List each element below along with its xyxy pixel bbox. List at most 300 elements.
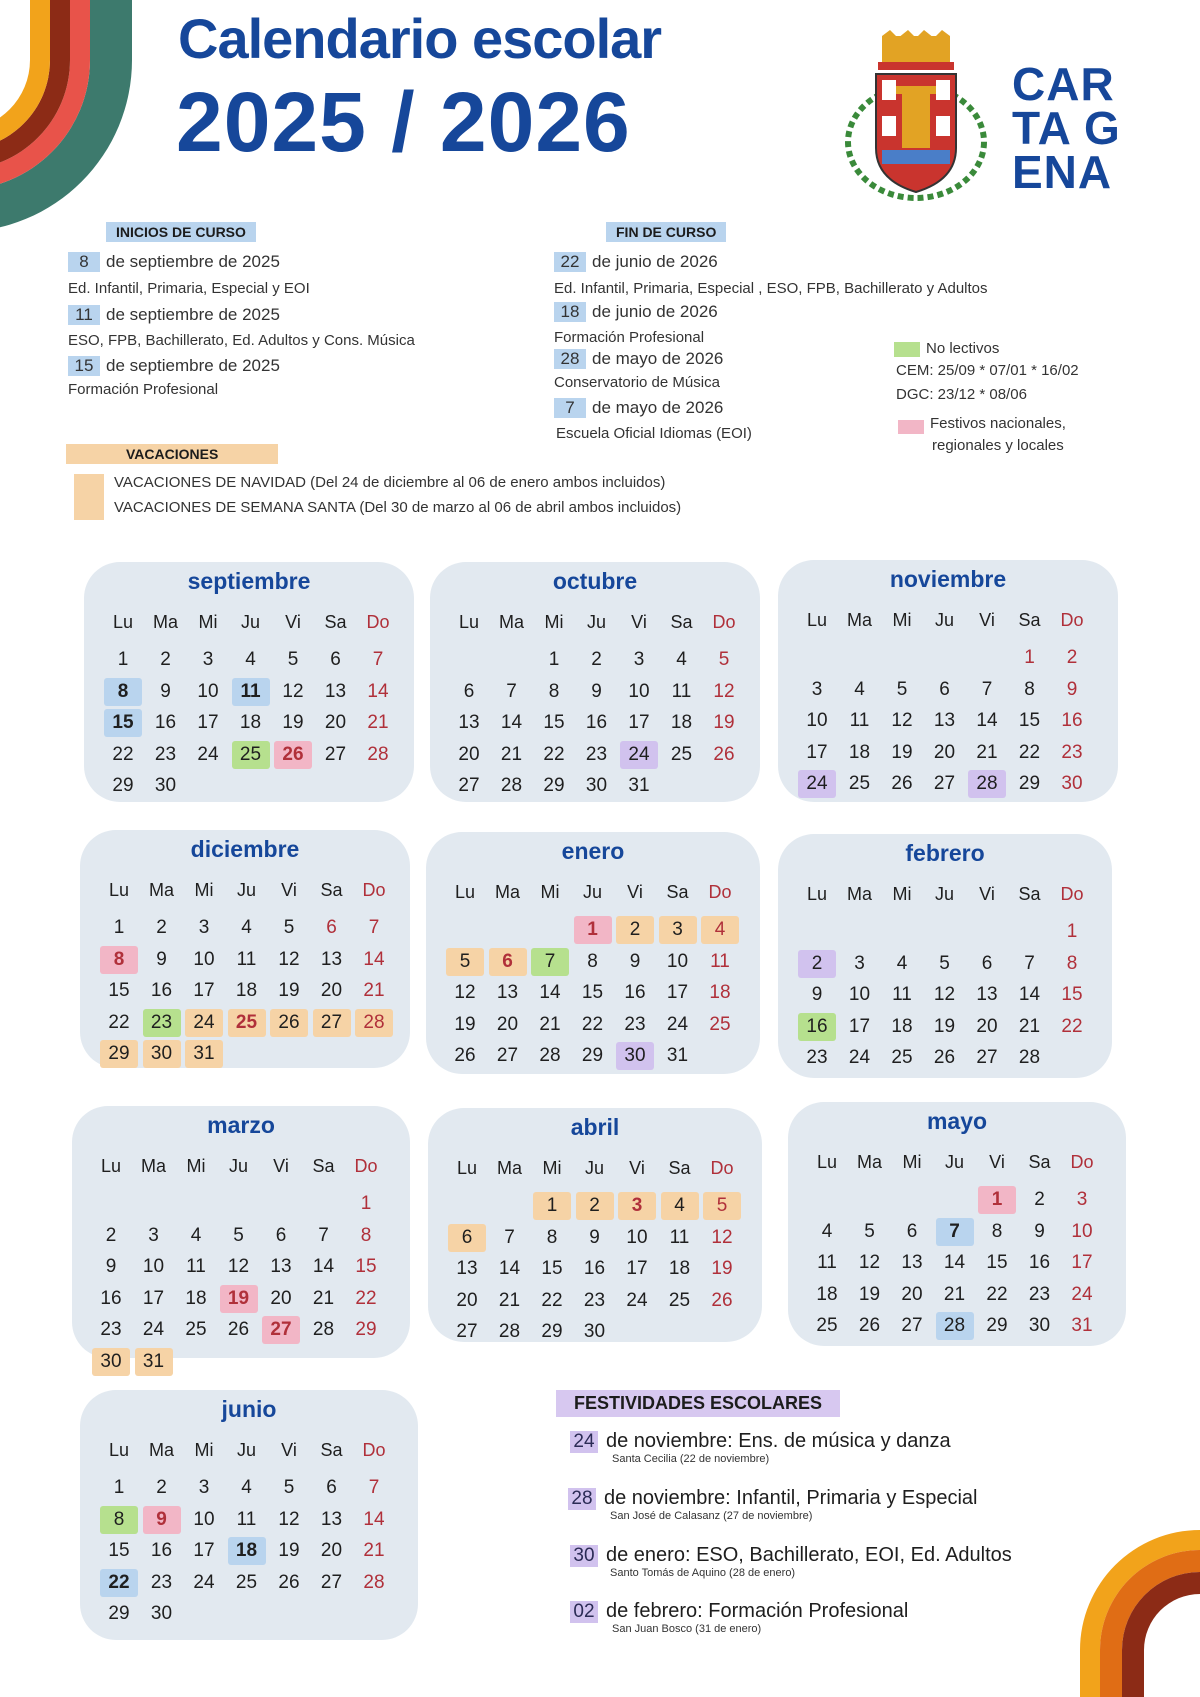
day-cell: 4 <box>241 917 252 938</box>
vacaciones-semana-santa: VACACIONES DE SEMANA SANTA (Del 30 de marzo al 06 de abril ambos incluidos) <box>114 499 682 516</box>
weekday-header: Vi <box>273 1156 289 1176</box>
day-cell: 30 <box>583 1321 606 1342</box>
day-cell: 4 <box>676 649 687 670</box>
month-name: enero <box>561 838 625 864</box>
day-cell: 18 <box>816 1283 838 1305</box>
day-cell: 12 <box>227 1256 250 1277</box>
logo-line-1: CAR <box>1012 58 1115 110</box>
day-cell: 2 <box>156 917 167 938</box>
day-cell: 5 <box>283 1477 295 1498</box>
day-cell: 26 <box>711 1289 733 1311</box>
day-cell: 10 <box>848 984 871 1005</box>
month-name: junio <box>221 1396 277 1422</box>
weekday-header: Mi <box>892 610 912 630</box>
day-cell: 30 <box>1061 773 1083 794</box>
day-cell: 23 <box>100 1319 122 1340</box>
festividad-item-2 <box>568 1487 978 1522</box>
day-cell: 19 <box>282 712 304 733</box>
day-cell: 23 <box>806 1047 828 1068</box>
day-cell: 17 <box>197 712 219 733</box>
day-cell: 12 <box>711 1226 733 1248</box>
day-cell: 20 <box>320 980 343 1001</box>
weekday-header: Lu <box>112 612 134 632</box>
day-cell: 4 <box>896 952 908 974</box>
day-cell: 15 <box>541 1258 563 1279</box>
day-cell: 20 <box>456 1289 478 1311</box>
inicio-day: 11 <box>68 305 100 325</box>
day-cell: 21 <box>363 1540 385 1561</box>
day-cell: 29 <box>100 1040 138 1068</box>
day-cell: 10 <box>142 1256 165 1277</box>
day-cell: 3 <box>618 1192 656 1220</box>
day-cell: 1 <box>117 649 129 670</box>
day-cell: 26 <box>933 1047 956 1068</box>
day-cell: 24 <box>666 1013 689 1035</box>
day-cell: 9 <box>589 1226 600 1248</box>
fin-day: 22 <box>554 252 586 272</box>
day-cell: 16 <box>1028 1252 1051 1273</box>
fin-desc: Formación Profesional <box>554 329 705 346</box>
day-cell: 26 <box>227 1319 250 1340</box>
day-cell: 5 <box>703 1192 741 1220</box>
day-cell: 18 <box>185 1287 207 1309</box>
day-cell: 16 <box>624 982 646 1003</box>
weekday-header: Ju <box>586 612 606 632</box>
day-cell: 26 <box>278 1571 300 1593</box>
day-cell: 11 <box>232 678 270 706</box>
day-cell: 11 <box>817 1252 837 1273</box>
day-cell: 8 <box>104 678 142 706</box>
day-cell: 1 <box>360 1193 372 1214</box>
day-cell: 27 <box>320 1571 343 1593</box>
day-cell: 17 <box>1071 1252 1093 1273</box>
day-cell: 13 <box>901 1252 923 1273</box>
inicio-desc: Formación Profesional <box>68 381 219 398</box>
day-cell: 13 <box>324 680 347 702</box>
weekday-header: Ma <box>856 1152 882 1172</box>
day-cell: 1 <box>574 916 612 944</box>
day-cell: 25 <box>848 773 871 794</box>
festividad-text: de enero: ESO, Bachillerato, EOI, Ed. Adultos <box>606 1544 1012 1566</box>
legend-no-lectivos: No lectivos <box>926 340 1000 357</box>
weekday-header: Sa <box>1028 1152 1051 1172</box>
day-cell: 10 <box>193 1508 215 1530</box>
day-cell: 18 <box>228 1537 266 1565</box>
legend-festivos-2: regionales y locales <box>932 437 1064 454</box>
festividad-day: 24 <box>570 1431 598 1453</box>
inicio-desc: Ed. Infantil, Primaria, Especial y EOI <box>68 280 310 297</box>
weekday-header: Lu <box>108 880 130 900</box>
day-cell: 31 <box>666 1045 689 1066</box>
month-name: marzo <box>207 1112 275 1138</box>
day-cell: 7 <box>504 1226 515 1248</box>
festividad-day: 28 <box>568 1488 596 1510</box>
legend-festivos-1: Festivos nacionales, <box>930 415 1066 432</box>
day-cell: 28 <box>500 775 523 796</box>
month-card-septiembre <box>84 562 414 802</box>
day-cell: 15 <box>108 980 130 1001</box>
weekday-header: Ma <box>846 884 872 904</box>
day-cell: 13 <box>458 712 480 733</box>
day-cell: 23 <box>583 1289 606 1311</box>
day-cell: 29 <box>581 1045 604 1066</box>
day-cell: 17 <box>806 741 828 763</box>
day-cell: 8 <box>100 946 138 974</box>
day-cell: 7 <box>531 948 569 976</box>
day-cell: 24 <box>185 1009 223 1037</box>
weekday-header: Lu <box>454 882 476 902</box>
weekday-header: Lu <box>108 1440 130 1460</box>
fin-desc: Escuela Oficial Idiomas (EOI) <box>556 425 752 442</box>
day-cell: 17 <box>626 1258 648 1279</box>
day-cell: 9 <box>629 950 641 972</box>
month-name: septiembre <box>187 568 311 594</box>
day-cell: 28 <box>312 1319 335 1340</box>
inicio-day: 8 <box>68 252 100 272</box>
weekday-header: Ma <box>148 1440 174 1460</box>
day-cell: 27 <box>262 1316 300 1344</box>
weekday-header: Mi <box>540 882 560 902</box>
day-cell: 4 <box>821 1220 833 1242</box>
inicios-label: INICIOS DE CURSO <box>106 222 256 242</box>
day-cell: 11 <box>710 950 730 972</box>
day-cell: 12 <box>891 710 913 731</box>
weekday-header: Vi <box>285 612 301 632</box>
day-cell: 6 <box>326 917 337 938</box>
day-cell: 27 <box>324 743 347 765</box>
day-cell: 3 <box>148 1224 159 1246</box>
day-cell: 8 <box>360 1224 372 1246</box>
day-cell: 1 <box>978 1186 1016 1214</box>
day-cell: 4 <box>854 678 865 700</box>
day-cell: 12 <box>282 680 304 702</box>
day-cell: 25 <box>232 741 270 769</box>
festividad-sub: San Juan Bosco (31 de enero) <box>612 1623 762 1635</box>
day-cell: 6 <box>326 1477 337 1498</box>
weekday-header: Mi <box>198 612 218 632</box>
day-cell: 1 <box>548 649 560 670</box>
day-cell: 24 <box>620 741 658 769</box>
day-cell: 29 <box>355 1319 377 1340</box>
day-cell: 11 <box>186 1256 206 1277</box>
weekday-header: Lu <box>806 610 828 630</box>
day-cell: 6 <box>463 680 475 702</box>
day-cell: 8 <box>1066 952 1078 974</box>
day-cell: 11 <box>849 710 870 731</box>
day-cell: 24 <box>1071 1283 1093 1305</box>
day-cell: 10 <box>628 680 650 702</box>
weekday-header: Do <box>710 1158 734 1178</box>
weekday-header: Ma <box>498 612 524 632</box>
day-cell: 18 <box>848 741 871 763</box>
weekday-header: Sa <box>668 1158 691 1178</box>
inicio-date: de septiembre de 2025 <box>106 305 280 324</box>
weekday-header: Mi <box>542 1158 562 1178</box>
day-cell: 21 <box>976 741 998 763</box>
weekday-header: Vi <box>979 884 995 904</box>
day-cell: 1 <box>1024 647 1035 668</box>
day-cell: 9 <box>1034 1220 1045 1242</box>
day-cell: 2 <box>156 1477 167 1498</box>
day-cell: 13 <box>456 1258 478 1279</box>
weekday-header: Ma <box>152 612 178 632</box>
day-cell: 19 <box>278 980 300 1001</box>
day-cell: 6 <box>939 678 950 700</box>
day-cell: 27 <box>458 775 480 796</box>
day-cell: 10 <box>1071 1220 1093 1242</box>
day-cell: 7 <box>936 1218 974 1246</box>
weekday-header: Vi <box>281 880 297 900</box>
day-cell: 4 <box>190 1224 202 1246</box>
day-cell: 7 <box>1024 952 1035 974</box>
weekday-header: Vi <box>281 1440 297 1460</box>
day-cell: 1 <box>113 1477 125 1498</box>
day-cell: 9 <box>156 948 167 970</box>
day-cell: 24 <box>848 1047 871 1068</box>
weekday-header: Vi <box>627 882 643 902</box>
vacaciones-navidad: VACACIONES DE NAVIDAD (Del 24 de diciembre al 06 de enero ambos incluidos) <box>114 474 666 491</box>
weekday-header: Ju <box>240 612 260 632</box>
day-cell: 16 <box>150 980 173 1001</box>
day-cell: 15 <box>355 1256 377 1277</box>
day-cell: 17 <box>848 1015 871 1037</box>
month-name: noviembre <box>889 566 1007 592</box>
weekday-header: Sa <box>324 612 347 632</box>
pink-swatch <box>898 420 924 434</box>
day-cell: 22 <box>1061 1015 1083 1037</box>
day-cell: 4 <box>661 1192 699 1220</box>
day-cell: 19 <box>891 741 913 763</box>
day-cell: 28 <box>363 1571 385 1593</box>
day-cell: 22 <box>100 1569 138 1597</box>
day-cell: 28 <box>539 1045 561 1066</box>
day-cell: 20 <box>496 1013 519 1035</box>
day-cell: 5 <box>864 1220 875 1242</box>
day-cell: 20 <box>458 743 480 765</box>
month-name: mayo <box>926 1108 988 1134</box>
day-cell: 11 <box>892 984 912 1005</box>
day-cell: 14 <box>367 680 389 702</box>
festividad-sub: San José de Calasanz (27 de noviembre) <box>610 1510 813 1522</box>
festividad-sub: Santo Tomás de Aquino (28 de enero) <box>610 1567 796 1579</box>
day-cell: 10 <box>626 1226 648 1248</box>
day-cell: 3 <box>633 649 645 670</box>
day-cell: 14 <box>312 1256 335 1277</box>
day-cell: 15 <box>1061 984 1083 1005</box>
day-cell: 26 <box>274 741 312 769</box>
decorative-stripes-bottom <box>1070 1530 1200 1697</box>
month-name: octubre <box>552 568 638 594</box>
day-cell: 16 <box>150 1540 173 1561</box>
day-cell: 22 <box>986 1283 1008 1305</box>
day-cell: 21 <box>498 1289 521 1311</box>
weekday-header: Mi <box>186 1156 206 1176</box>
day-cell: 17 <box>193 980 215 1001</box>
day-cell: 30 <box>585 775 608 796</box>
day-cell: 25 <box>228 1009 266 1037</box>
fin-label: FIN DE CURSO <box>606 222 726 242</box>
day-cell: 11 <box>236 948 257 970</box>
day-cell: 22 <box>543 743 565 765</box>
weekday-header: Ma <box>140 1156 166 1176</box>
day-cell: 17 <box>666 982 689 1003</box>
day-cell: 13 <box>320 1508 343 1530</box>
month-name: diciembre <box>190 836 300 862</box>
day-cell: 6 <box>489 948 527 976</box>
day-cell: 10 <box>806 710 828 731</box>
day-cell: 6 <box>275 1224 287 1246</box>
day-cell: 20 <box>976 1015 998 1037</box>
day-cell: 29 <box>112 775 134 796</box>
day-cell: 30 <box>616 1042 654 1070</box>
logo-line-2: TA G <box>1012 102 1121 154</box>
day-cell: 20 <box>933 741 956 763</box>
day-cell: 11 <box>669 1226 690 1248</box>
day-cell: 21 <box>363 980 385 1001</box>
day-cell: 8 <box>991 1220 1003 1242</box>
day-cell: 21 <box>367 712 389 733</box>
day-cell: 15 <box>986 1252 1008 1273</box>
day-cell: 19 <box>278 1540 300 1561</box>
day-cell: 26 <box>713 743 735 765</box>
day-cell: 14 <box>943 1252 966 1273</box>
day-cell: 25 <box>670 743 693 765</box>
legend-cem: CEM: 25/09 * 07/01 * 16/02 <box>896 362 1079 379</box>
day-cell: 19 <box>858 1283 881 1305</box>
weekday-header: Ma <box>494 882 520 902</box>
month-card-febrero <box>778 834 1112 1078</box>
day-cell: 22 <box>541 1289 563 1311</box>
weekday-header: Lu <box>806 884 828 904</box>
weekday-header: Do <box>362 880 386 900</box>
day-cell: 9 <box>1066 678 1078 700</box>
day-cell: 30 <box>1028 1315 1051 1336</box>
day-cell: 28 <box>936 1312 974 1340</box>
weekday-header: Lu <box>456 1158 478 1178</box>
festividad-item-4 <box>570 1600 908 1635</box>
weekday-header: Vi <box>631 612 647 632</box>
day-cell: 16 <box>583 1258 606 1279</box>
day-cell: 26 <box>454 1045 476 1066</box>
day-cell: 5 <box>283 917 295 938</box>
day-cell: 4 <box>241 1477 252 1498</box>
day-cell: 6 <box>906 1220 918 1242</box>
fin-date: de junio de 2026 <box>592 252 718 271</box>
inicio-item-3 <box>68 356 280 376</box>
day-cell: 5 <box>939 952 950 974</box>
day-cell: 2 <box>591 649 602 670</box>
day-cell: 28 <box>355 1009 393 1037</box>
day-cell: 6 <box>330 649 341 670</box>
month-name: abril <box>570 1114 620 1140</box>
inicio-item-2 <box>68 305 280 325</box>
inicio-date: de septiembre de 2025 <box>106 356 280 375</box>
month-card-abril <box>428 1108 762 1342</box>
day-cell: 9 <box>105 1256 117 1277</box>
festividad-day: 02 <box>570 1601 598 1623</box>
day-cell: 24 <box>193 1571 215 1593</box>
day-cell: 13 <box>320 948 343 970</box>
weekday-header: Do <box>354 1156 378 1176</box>
day-cell: 5 <box>718 649 730 670</box>
day-cell: 23 <box>150 1571 173 1593</box>
day-cell: 8 <box>1024 678 1035 700</box>
day-cell: 14 <box>976 710 998 731</box>
month-name: febrero <box>905 840 985 866</box>
day-cell: 14 <box>363 1508 385 1530</box>
day-cell: 3 <box>854 952 865 974</box>
month-card-mayo <box>788 1102 1126 1346</box>
day-cell: 23 <box>1028 1283 1051 1305</box>
day-cell: 2 <box>160 649 171 670</box>
fin-desc: Conservatorio de Música <box>554 374 720 391</box>
day-cell: 24 <box>798 770 836 798</box>
weekday-header: Do <box>1070 1152 1094 1172</box>
weekday-header: Ma <box>846 610 872 630</box>
day-cell: 24 <box>142 1319 165 1340</box>
day-cell: 15 <box>543 712 565 733</box>
day-cell: 2 <box>798 950 836 978</box>
day-cell: 10 <box>193 948 215 970</box>
day-cell: 10 <box>666 950 689 972</box>
day-cell: 27 <box>456 1321 478 1342</box>
day-cell: 27 <box>901 1315 923 1336</box>
day-cell: 3 <box>1076 1189 1088 1210</box>
vacaciones-label: VACACIONES <box>66 444 278 464</box>
day-cell: 21 <box>312 1287 335 1309</box>
festividad-sub: Santa Cecilia (22 de noviembre) <box>612 1453 770 1465</box>
day-cell: 6 <box>981 952 993 974</box>
day-cell: 19 <box>220 1285 258 1313</box>
day-cell: 17 <box>193 1540 215 1561</box>
fin-date: de mayo de 2026 <box>592 398 724 417</box>
weekday-header: Vi <box>979 610 995 630</box>
day-cell: 18 <box>235 980 258 1001</box>
day-cell: 16 <box>154 712 177 733</box>
day-cell: 15 <box>581 982 604 1003</box>
day-cell: 22 <box>581 1013 604 1035</box>
weekday-header: Mi <box>194 1440 214 1460</box>
day-cell: 21 <box>943 1283 966 1305</box>
day-cell: 20 <box>901 1283 923 1305</box>
fin-day: 28 <box>554 349 586 369</box>
inicio-date: de septiembre de 2025 <box>106 252 280 271</box>
day-cell: 23 <box>585 743 608 765</box>
day-cell: 7 <box>368 917 380 938</box>
inicio-day: 15 <box>68 356 100 376</box>
day-cell: 22 <box>108 1011 130 1033</box>
weekday-header: Sa <box>312 1156 335 1176</box>
day-cell: 14 <box>1018 984 1041 1005</box>
weekday-header: Ma <box>148 880 174 900</box>
weekday-header: Mi <box>902 1152 922 1172</box>
day-cell: 15 <box>1018 710 1041 731</box>
fin-item-1 <box>554 252 718 272</box>
fin-item-4 <box>554 398 723 418</box>
day-cell: 14 <box>539 982 561 1003</box>
day-cell: 2 <box>1034 1189 1045 1210</box>
day-cell: 9 <box>143 1506 181 1534</box>
day-cell: 30 <box>154 775 177 796</box>
weekday-header: Ju <box>236 880 256 900</box>
day-cell: 16 <box>585 712 608 733</box>
weekday-header: Do <box>1060 884 1084 904</box>
weekday-header: Sa <box>670 612 693 632</box>
day-cell: 8 <box>100 1506 138 1534</box>
festividad-day: 30 <box>570 1545 598 1567</box>
day-cell: 3 <box>198 917 210 938</box>
day-cell: 16 <box>798 1013 836 1041</box>
